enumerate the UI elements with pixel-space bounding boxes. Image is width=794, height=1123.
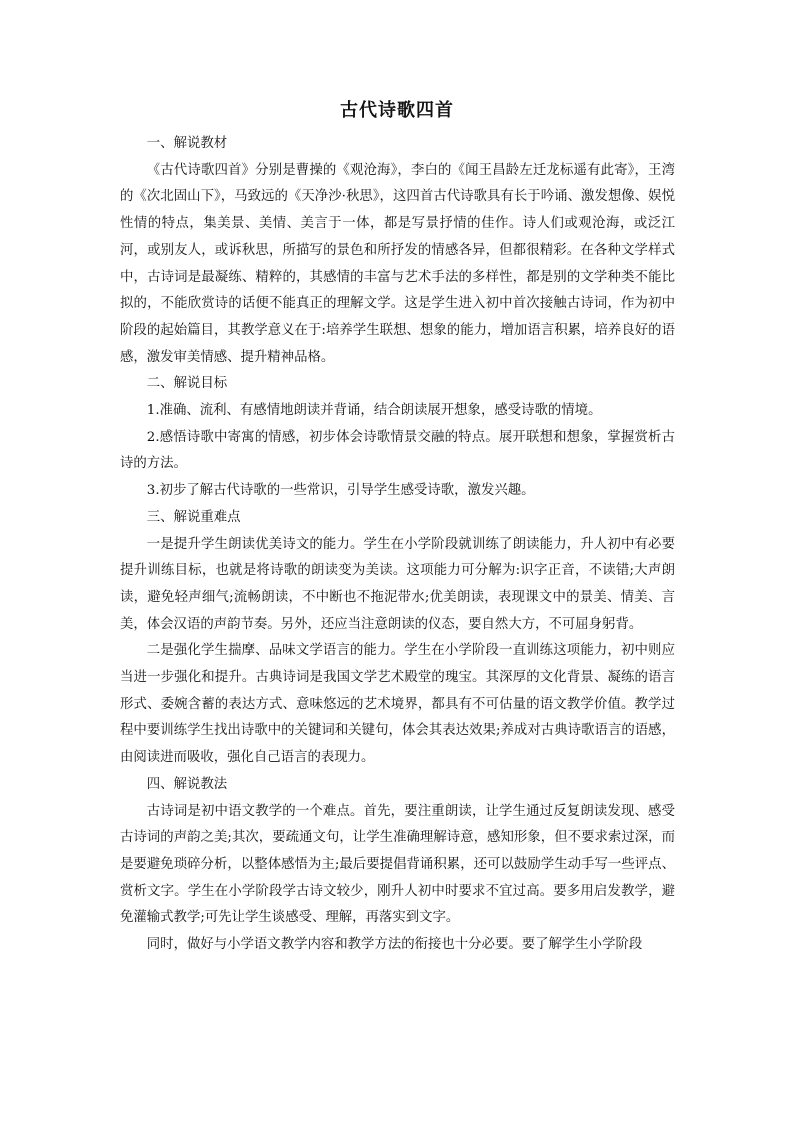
section-heading: 二、解说目标 [146,376,228,392]
section-heading: 一、解说教材 [146,136,228,151]
paragraph: 古诗词是初中语文教学的一个难点。首先，要注重朗读，让学生通过反复朗读发现、感受古诗词的声韵之美;其次，要疏通文句，让学生准确理解诗意，感知形象，但不要求索过深，而是要避免琐碎分析，以整体感悟为主;最后要提倡背诵积累，还可以鼓励学生动手写一些评点、赏析文字。学生在小学阶段学古诗文较少，刚升人初中时要求不宜过高。要多用启发教学，避免灌输式教学;可先让学生谈感受、理解，再落实到文字。 [120,803,675,926]
paragraph: 3.初步了解古代诗歌的一些常识，引导学生感受诗歌，激发兴趣。 [146,483,535,499]
paragraph: 二是强化学生揣摩、品味文学语言的能力。学生在小学阶段一直训练这项能力，初中则应当进一步强化和提升。古典诗词是我国文学艺术殿堂的瑰宝。其深厚的文化背景、凝练的语言形式、委婉含蓄的表达方式、意味悠远的艺术境界，都具有不可估量的语文教学价值。教学过程中要训练学生找出诗歌中的关键词和关键句，体会其表达效果;养成对古典诗歌语言的语感，由阅读进而吸收，强化自己语言的表现力。 [120,643,675,766]
paragraph: 2.感悟诗歌中寄寓的情感，初步体会诗歌情景交融的特点。展开联想和想象，掌握赏析古诗的方法。 [120,429,675,472]
paragraph: 一是提升学生朗读优美诗文的能力。学生在小学阶段就训练了朗读能力，升人初中有必要提升训练目标，也就是将诗歌的朗读变为美读。这项能力可分解为:识字正音，不读错;大声朗读，避免轻声细气;流畅朗读，不中断也不拖泥带水;优美朗读，表现课文中的景美、情美、言美，体会汉语的声韵节奏。另外，还应当注意朗读的仪态，要自然大方，不可屈身躬背。 [120,536,675,632]
paragraph: 同时，做好与小学语文教学内容和教学方法的衔接也十分必要。要了解学生小学阶段 [146,937,643,953]
section-heading: 三、解说重难点 [146,509,241,525]
section-heading: 四、解说教法 [146,776,228,792]
paragraph: 1.准确、流利、有感情地朗读并背诵，结合朗读展开想象，感受诗歌的情境。 [146,403,602,419]
paragraph: 《古代诗歌四首》分别是曹操的《观沧海》，李白的《闻王昌龄左迁龙标遥有此寄》，王湾的《次北固山下》，马致远的《天净沙·秋思》，这四首古代诗歌具有长于吟诵、激发想像、娱悦性情的特点，集美景、美情、美言于一体，都是写景抒情的佳作。诗人们或观沧海，或泛江河，或别友人，或诉秋思，所描写的景色和所抒发的情感各异，但都很精彩。在各种文学样式中，古诗词是最凝练、精粹的，其感情的丰富与艺术手法的多样性，都是别的文学种类不能比拟的，不能欣赏诗的话便不能真正的理解文学。这是学生进入初中首次接触古诗词，作为初中阶段的起始篇目，其教学意义在于:培养学生联想、想象的能力，增加语言积累，培养良好的语感，激发审美情感、提升精神品格。 [120,162,675,365]
document-body [120,131,675,959]
page-title: 古代诗歌四首 [340,100,454,121]
